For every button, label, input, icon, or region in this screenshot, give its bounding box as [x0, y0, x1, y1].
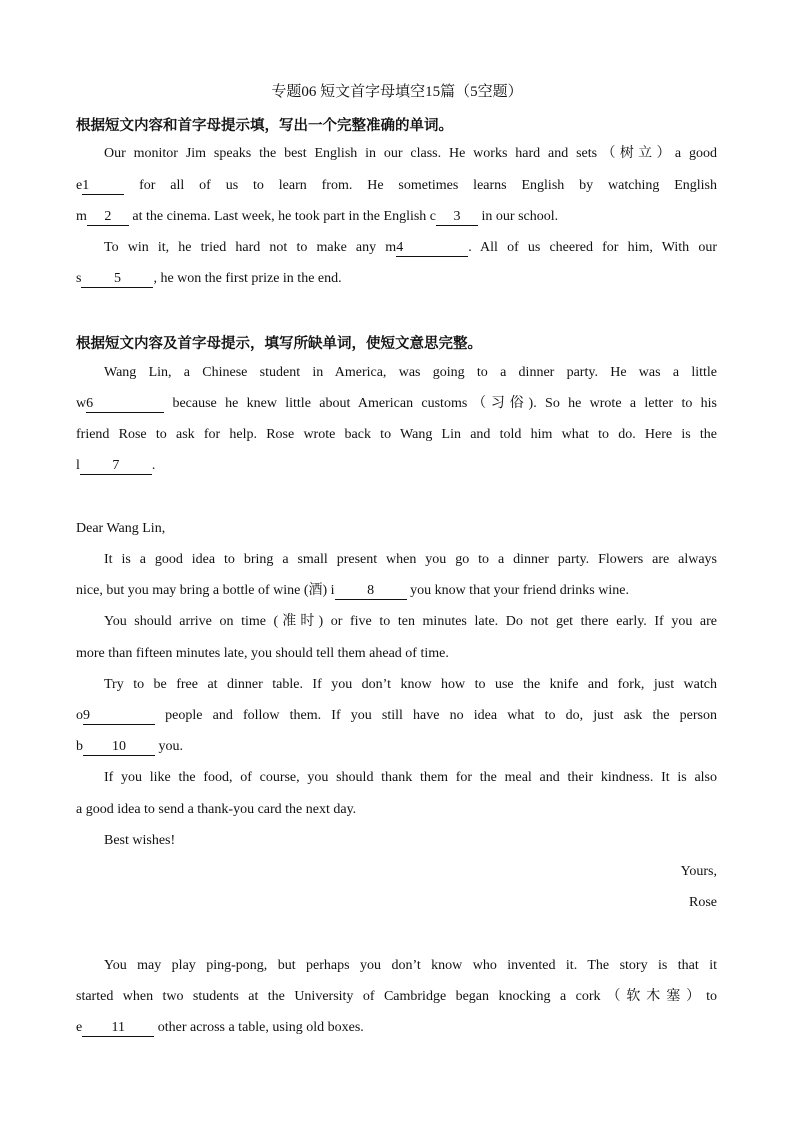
letter-line-6: o9 people and follow them. If you still have no idea what to do, just ask the person: [76, 708, 718, 723]
p1-line-3: m 2 at the cinema. Last week, he took part in the English c 3 in our school.: [76, 209, 559, 224]
p2-line-1: Wang Lin, a Chinese student in America, was going to a dinner party. He was a little: [104, 365, 717, 380]
letter-salutation: Dear Wang Lin,: [76, 521, 166, 536]
blank-10[interactable]: 10: [83, 738, 155, 756]
p2-line-2: w6 because he knew little about American customs（习俗). So he wrote a letter to his: [76, 396, 718, 411]
letter-line-5: Try to be free at dinner table. If you don’t know how to use the knife and fork, just watch: [104, 677, 717, 692]
blank-7[interactable]: 7: [80, 457, 152, 475]
letter-signature: Rose: [689, 895, 717, 910]
p2-line-3: friend Rose to ask for help. Rose wrote back to Wang Lin and told him what to do. Here is the: [76, 427, 717, 442]
blank-1[interactable]: 1: [82, 177, 124, 195]
blank-8[interactable]: 8: [335, 582, 407, 600]
blank-9[interactable]: 9: [83, 707, 155, 725]
p1-line-4: To win it, he tried hard not to make any m4 . All of us cheered for him, With our: [104, 240, 717, 255]
letter-closing: Best wishes!: [104, 833, 176, 848]
letter-line-9: a good idea to send a thank-you card the next day.: [76, 802, 357, 817]
letter-line-4: more than fifteen minutes late, you should tell them ahead of time.: [76, 646, 449, 661]
blank-2[interactable]: 2: [87, 208, 129, 226]
letter-line-8: If you like the food, of course, you should thank them for the meal and their kindness. It is also: [104, 770, 717, 785]
letter-line-1: It is a good idea to bring a small present when you go to a dinner party. Flowers are always: [104, 552, 717, 567]
instruction-2: 根据短文内容及首字母提示，填写所缺单词，使短文意思完整。: [76, 336, 482, 352]
p1-line-2: e1 for all of us to learn from. He sometimes learns English by watching English: [76, 178, 717, 193]
page-title: 专题06 短文首字母填空15篇（5空题）: [271, 84, 523, 100]
blank-4[interactable]: 4: [396, 239, 468, 257]
p1-line-1: Our monitor Jim speaks the best English in our class. He works hard and sets（树立）a good: [104, 146, 717, 161]
blank-11[interactable]: 11: [82, 1019, 154, 1037]
letter-line-2: nice, but you may bring a bottle of wine (酒) i 8 you know that your friend drinks wine.: [76, 583, 629, 598]
blank-6[interactable]: 6: [86, 395, 164, 413]
p3-line-2: started when two students at the University of Cambridge began knocking a cork（软木塞）to: [76, 989, 717, 1004]
p3-line-1: You may play ping-pong, but perhaps you don’t know who invented it. The story is that it: [104, 958, 717, 973]
blank-3[interactable]: 3: [436, 208, 478, 226]
letter-line-3: You should arrive on time (准时) or five to ten minutes late. Do not get there early. If you are: [104, 614, 717, 629]
letter-yours: Yours,: [680, 864, 717, 879]
p1-line-5: s 5 , he won the first prize in the end.: [76, 271, 342, 286]
blank-5[interactable]: 5: [81, 270, 153, 288]
p3-line-3: e 11 other across a table, using old boxes.: [76, 1020, 364, 1035]
letter-line-7: b 10 you.: [76, 739, 183, 754]
p2-line-4: l 7 .: [76, 458, 156, 473]
instruction-1: 根据短文内容和首字母提示填，写出一个完整准确的单词。: [76, 118, 453, 134]
